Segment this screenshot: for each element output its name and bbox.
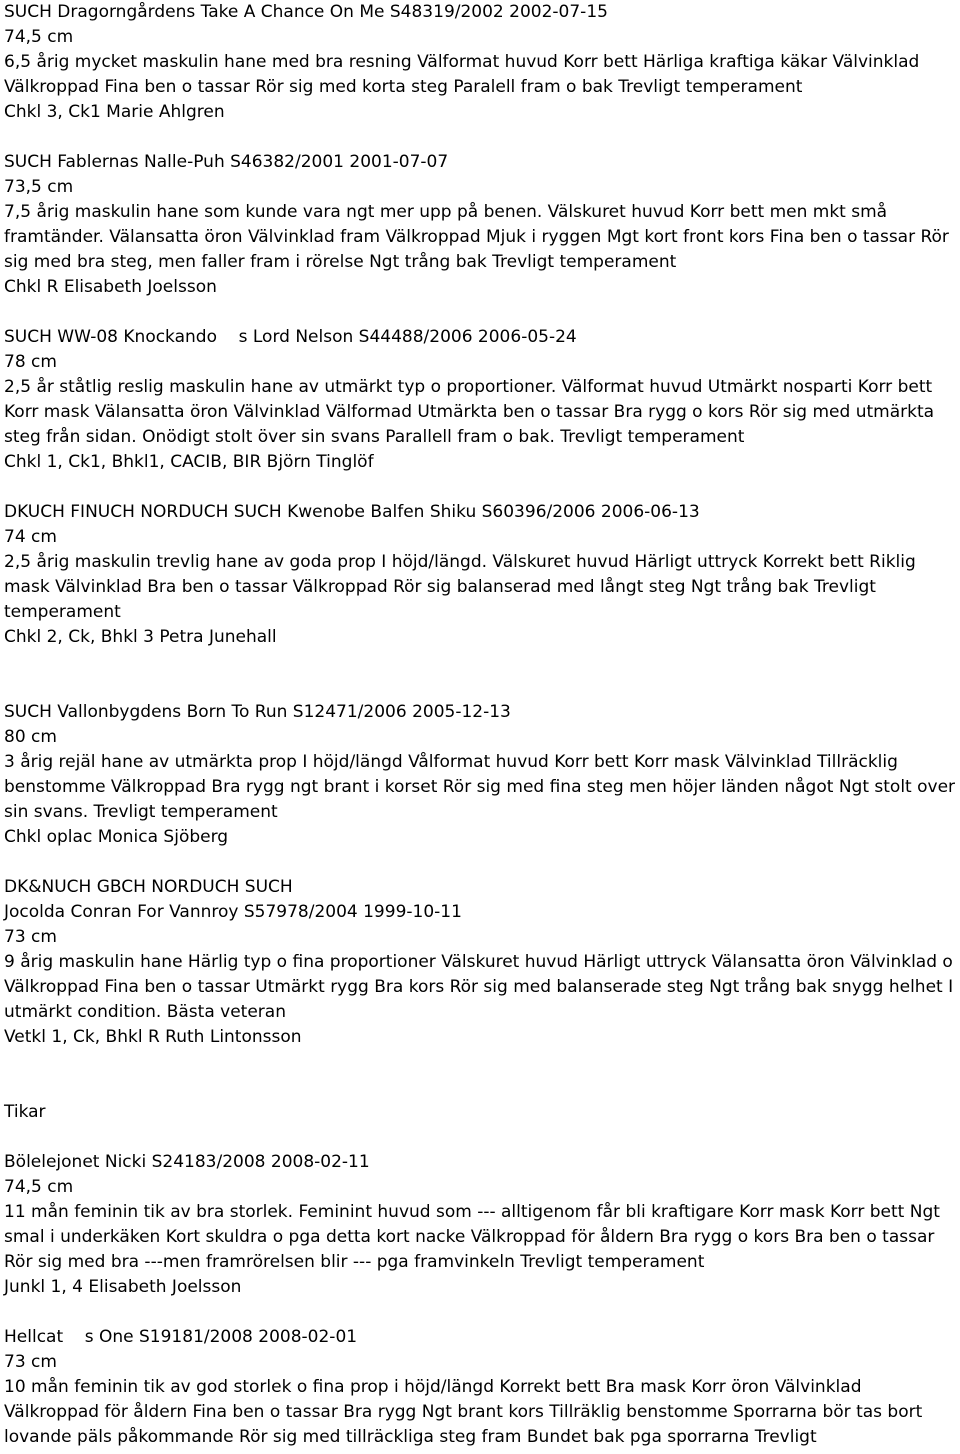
- entry-result: Chkl oplac Monica Sjöberg: [4, 827, 229, 847]
- entry-description: 7,5 årig maskulin hane som kunde vara ngt mer upp på benen. Välskuret huvud Korr bett men mkt små framtänder. Välansatta öron Välvinklad fram Välkroppad Mjuk i ryggen Mgt kort front kors Fina ben o tassar Rör sig med bra steg, men faller fram i rörelse Ngt trång bak Trevligt temperament: [4, 202, 955, 272]
- entry-description: 2,5 årig maskulin trevlig hane av goda prop I höjd/längd. Välskuret huvud Härligt uttryck Korrekt bett Riklig mask Välvinklad Bra ben o tassar Välkroppad Rör sig balanserad med långt steg Ngt trång bak Trevligt temperament: [4, 552, 922, 622]
- entry-height: 74 cm: [4, 527, 57, 547]
- spacer: [4, 1300, 958, 1325]
- entry-result: Junkl 1, 4 Elisabeth Joelsson: [4, 1277, 242, 1297]
- spacer: [4, 475, 958, 500]
- dog-entry: [4, 1150, 958, 1300]
- entry-title: SUCH Vallonbygdens Born To Run S12471/2006 2005-12-13: [4, 702, 511, 722]
- entry-description: 3 årig rejäl hane av utmärkta prop I höjd/längd Vålformat huvud Korr bett Korr mask Välvinklad Tillräcklig benstomme Välkroppad Bra rygg ngt brant i korset Rör sig med fina steg men höjer länden något Ngt stolt over sin svans. Trevligt temperament: [4, 752, 960, 822]
- spacer: [4, 125, 958, 150]
- document: [4, 0, 958, 1450]
- entry-title-prefix: DK&NUCH GBCH NORDUCH SUCH: [4, 877, 293, 897]
- entry-title: DKUCH FINUCH NORDUCH SUCH Kwenobe Balfen Shiku S60396/2006 2006-06-13: [4, 502, 700, 522]
- entry-description: 10 mån feminin tik av god storlek o fina prop i höjd/längd Korrekt bett Bra mask Korr öron Välvinklad Välkroppad för åldern Fina ben o tassar Bra rygg Ngt brant kors Tillräklig benstomme Sporrarna bör tas bort lovande päls påkommande Rör sig med tillräckliga steg fram Bundet bak pga sporrarna Trevligt: [4, 1377, 928, 1447]
- entry-result: Chkl 3, Ck1 Marie Ahlgren: [4, 102, 225, 122]
- entry-height: 80 cm: [4, 727, 57, 747]
- spacer: [4, 850, 958, 875]
- dog-entry: [4, 700, 958, 850]
- entry-title: Hellcat s One S19181/2008 2008-02-01: [4, 1327, 358, 1347]
- dog-entry: [4, 325, 958, 475]
- dog-entry: [4, 0, 958, 125]
- entry-description: 6,5 årig mycket maskulin hane med bra resning Välformat huvud Korr bett Härliga kraftiga käkar Välvinklad Välkroppad Fina ben o tassar Rör sig med korta steg Paralell fram o bak Trevligt temperament: [4, 52, 925, 97]
- spacer: [4, 300, 958, 325]
- dog-entry: [4, 1325, 958, 1450]
- spacer: [4, 650, 958, 700]
- spacer: [4, 1125, 958, 1150]
- spacer: [4, 1050, 958, 1100]
- entry-result: Chkl R Elisabeth Joelsson: [4, 277, 217, 297]
- entry-height: 73,5 cm: [4, 177, 74, 197]
- entry-height: 74,5 cm: [4, 27, 74, 47]
- entry-result: Chkl 1, Ck1, Bhkl1, CACIB, BIR Björn Tinglöf: [4, 452, 374, 472]
- entry-title: Bölelejonet Nicki S24183/2008 2008-02-11: [4, 1152, 370, 1172]
- entry-height: 73 cm: [4, 1352, 57, 1372]
- entry-title: Jocolda Conran For Vannroy S57978/2004 1999-10-11: [4, 902, 462, 922]
- entry-description: 9 årig maskulin hane Härlig typ o fina proportioner Välskuret huvud Härligt uttryck Välansatta öron Välvinklad o Välkroppad Fina ben o tassar Utmärkt rygg Bra kors Rör sig med balanserade steg Ngt trång bak snygg helhet I utmärkt condition. Bästa veteran: [4, 952, 959, 1022]
- entry-title: SUCH Fablernas Nalle-Puh S46382/2001 2001-07-07: [4, 152, 449, 172]
- entry-height: 73 cm: [4, 927, 57, 947]
- dog-entry: [4, 150, 958, 300]
- entry-height: 78 cm: [4, 352, 57, 372]
- entry-description: 11 mån feminin tik av bra storlek. Feminint huvud som --- alltigenom får bli kraftigare Korr mask Korr bett Ngt smal i underkäken Kort skuldra o pga detta kort nacke Välkroppad för åldern Bra rygg o kors Bra ben o tassar Rör sig med bra ---men framrörelsen blir --- pga framvinkeln Trevligt temperament: [4, 1202, 946, 1272]
- dog-entry: [4, 500, 958, 650]
- dog-entry: [4, 875, 958, 1050]
- entry-height: 74,5 cm: [4, 1177, 74, 1197]
- entry-description: 2,5 år ståtlig reslig maskulin hane av utmärkt typ o proportioner. Välformat huvud Utmärkt nosparti Korr bett Korr mask Välansatta öron Välvinklad Välformad Utmärkta ben o tassar Bra rygg o kors Rör sig med utmärkta steg från sidan. Onödigt stolt över sin svans Parallell fram o bak. Trevligt temperament: [4, 377, 940, 447]
- entry-title: SUCH Dragorngårdens Take A Chance On Me S48319/2002 2002-07-15: [4, 2, 608, 22]
- entry-result: Chkl 2, Ck, Bhkl 3 Petra Junehall: [4, 627, 277, 647]
- section-heading: Tikar: [4, 1102, 46, 1122]
- entry-result: Vetkl 1, Ck, Bhkl R Ruth Lintonsson: [4, 1027, 302, 1047]
- entry-title: SUCH WW-08 Knockando s Lord Nelson S44488/2006 2006-05-24: [4, 327, 577, 347]
